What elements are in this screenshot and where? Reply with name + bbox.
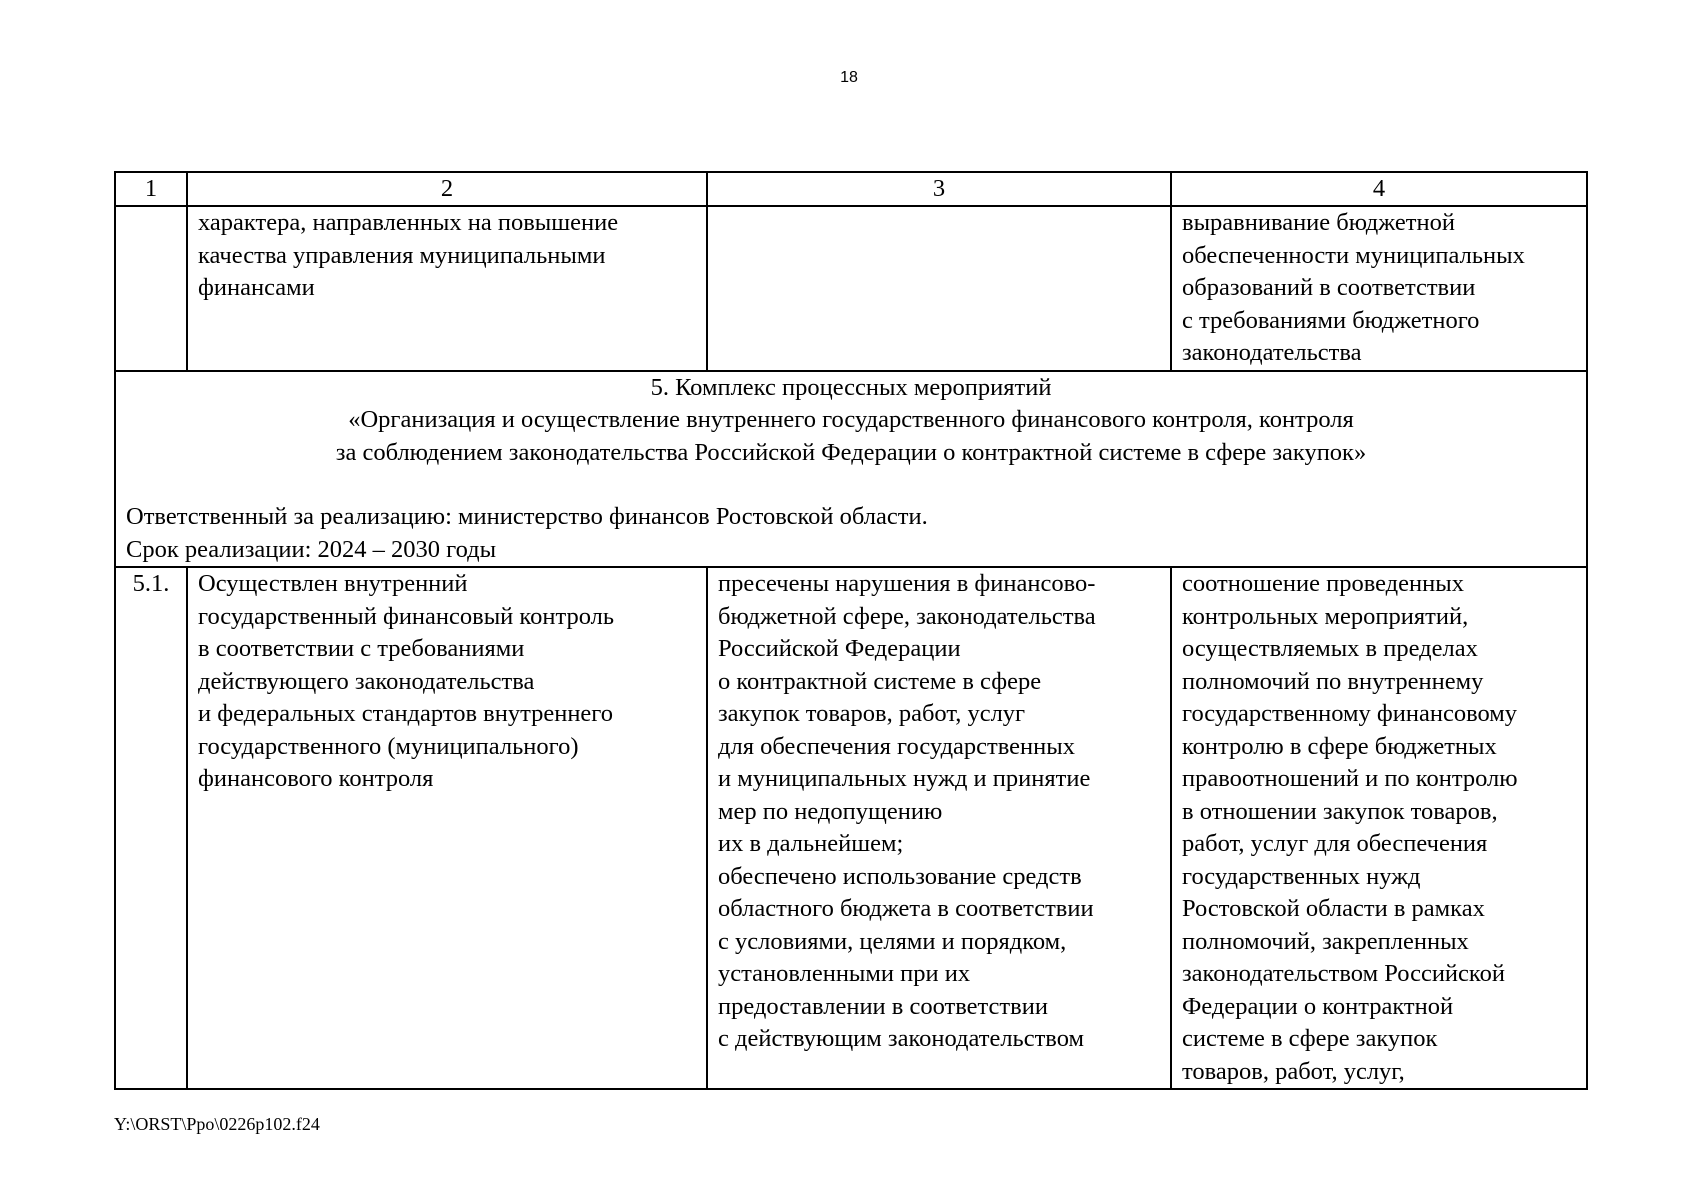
file-path-footer: Y:\ORST\Ppo\0226p102.f24 <box>114 1114 320 1134</box>
continuation-number-cell <box>115 206 187 371</box>
section-row <box>115 371 1587 568</box>
cell-line: выравнивание бюджетной <box>1182 209 1455 236</box>
column-number-row <box>115 172 1587 206</box>
cell-line: финансами <box>198 274 315 301</box>
cell-line: контрольных мероприятий, <box>1182 602 1469 630</box>
column-number-2: 2 <box>187 172 707 206</box>
continuation-task-cell <box>187 206 707 371</box>
cell-line: законодательством Российской <box>1182 960 1505 987</box>
cell-line: предоставлении в соответствии <box>718 992 1048 1020</box>
cell-line: государственному финансовому <box>1182 700 1518 727</box>
cell-line: государственный финансовый контроль <box>198 602 615 630</box>
cell-line: Осуществлен внутренний <box>198 570 468 597</box>
cell-line: полномочий по внутреннему <box>1182 667 1484 695</box>
row-number-cell: 5.1. <box>115 567 187 1089</box>
cell-line: Ростовской области в рамках <box>1182 895 1485 922</box>
cell-line: о контрактной системе в сфере <box>718 667 1042 695</box>
cell-line: обеспеченности муниципальных <box>1182 241 1525 269</box>
cell-line: контролю в сфере бюджетных <box>1182 732 1497 760</box>
cell-line: бюджетной сфере, законодательства <box>718 602 1096 630</box>
cell-line: для обеспечения государственных <box>718 732 1075 760</box>
task-cell <box>187 567 707 1089</box>
cell-line: работ, услуг для обеспечения <box>1182 830 1488 857</box>
cell-line: закупок товаров, работ, услуг <box>718 700 1026 727</box>
section-title <box>126 372 1576 470</box>
continuation-row <box>115 206 1587 371</box>
cell-line: в отношении закупок товаров, <box>1182 797 1498 825</box>
cell-line: Федерации о контрактной <box>1182 992 1454 1020</box>
cell-line: государственных нужд <box>1182 862 1421 890</box>
page-number: 18 <box>840 69 858 86</box>
cell-line: с условиями, целями и порядком, <box>718 927 1067 955</box>
cell-line: финансового контроля <box>198 765 434 792</box>
cell-line: полномочий, закрепленных <box>1182 927 1469 955</box>
cell-line: характера, направленных на повышение <box>198 209 619 236</box>
column-number-3: 3 <box>707 172 1171 206</box>
cell-line: действующего законодательства <box>198 667 535 695</box>
section-title-line: «Организация и осуществление внутреннего государственного финансового контроля, контроля <box>348 406 1354 433</box>
cell-line: соотношение проведенных <box>1182 570 1464 597</box>
program-table <box>114 171 1588 1090</box>
continuation-result-cell <box>707 206 1171 371</box>
column-number-4: 4 <box>1171 172 1587 206</box>
cell-line: товаров, работ, услуг, <box>1182 1057 1405 1085</box>
cell-line: их в дальнейшем; <box>718 830 904 857</box>
cell-line: государственного (муниципального) <box>198 732 579 760</box>
cell-line: с требованиями бюджетного <box>1182 306 1480 334</box>
table-row <box>115 567 1587 1089</box>
section-title-line: за соблюдением законодательства Российской Федерации о контрактной системе в сфере закупок» <box>335 438 1367 466</box>
cell-line: системе в сфере закупок <box>1182 1025 1438 1052</box>
cell-line: и федеральных стандартов внутреннего <box>198 700 613 727</box>
cell-line: установленными при их <box>718 960 971 987</box>
section-term: Срок реализации: 2024 – 2030 годы <box>126 535 497 563</box>
cell-line: в соответствии с требованиями <box>198 635 525 662</box>
result-cell <box>707 567 1171 1089</box>
cell-line: правоотношений и по контролю <box>1182 765 1518 792</box>
cell-line: с действующим законодательством <box>718 1025 1084 1052</box>
cell-line: областного бюджета в соответствии <box>718 895 1094 922</box>
cell-line: пресечены нарушения в финансово- <box>718 570 1096 597</box>
cell-line: законодательства <box>1182 339 1362 366</box>
cell-line: Российской Федерации <box>718 635 961 662</box>
section-responsible: Ответственный за реализацию: министерство финансов Ростовской области. <box>126 503 928 530</box>
section-meta <box>126 501 1576 566</box>
cell-line: мер по недопущению <box>718 797 943 825</box>
cell-line: обеспечено использование средств <box>718 862 1082 890</box>
cell-line: образований в соответствии <box>1182 274 1476 301</box>
column-number-1: 1 <box>115 172 187 206</box>
section-title-line: 5. Комплекс процессных мероприятий <box>650 373 1052 401</box>
section-cell <box>115 371 1587 568</box>
cell-line: осуществляемых в пределах <box>1182 635 1478 662</box>
cell-line: качества управления муниципальными <box>198 241 606 269</box>
continuation-characteristic-cell <box>1171 206 1587 371</box>
characteristic-cell <box>1171 567 1587 1089</box>
cell-line: и муниципальных нужд и принятие <box>718 765 1091 792</box>
